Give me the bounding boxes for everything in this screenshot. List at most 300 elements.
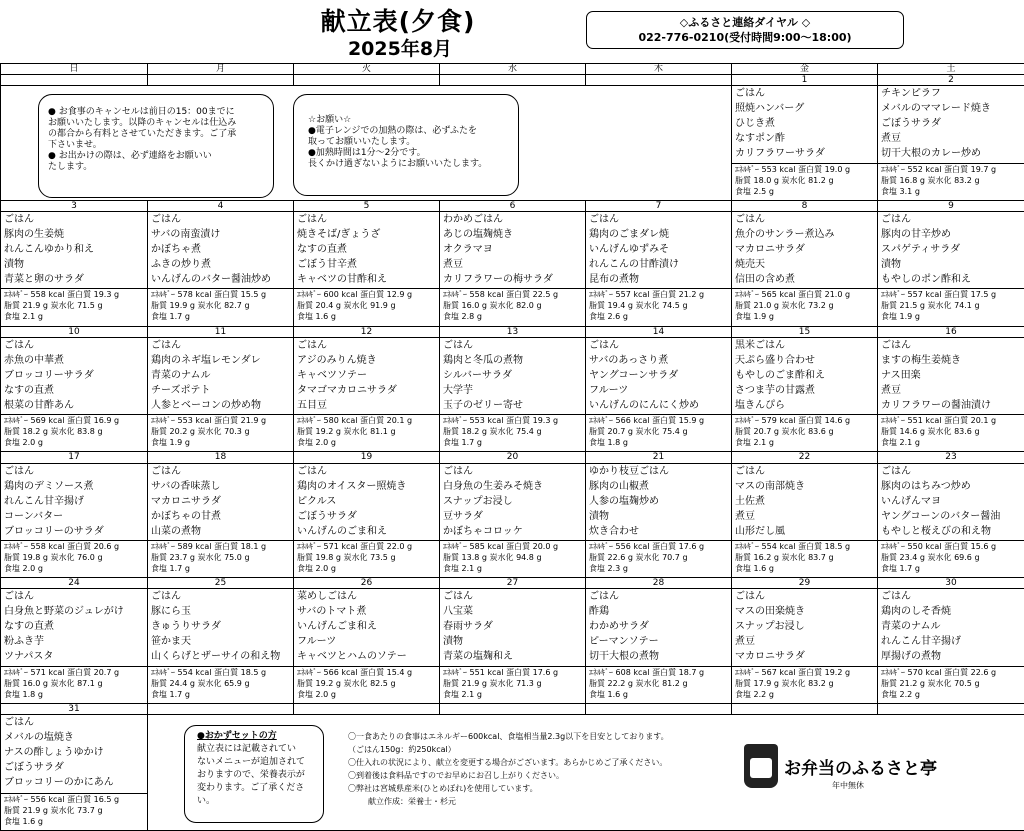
fat-label: 脂質 xyxy=(881,553,897,563)
nutrition-fat-line xyxy=(297,678,439,689)
dish-item: もやしのごま酢和え xyxy=(735,369,825,381)
day-number: 19 xyxy=(294,452,440,463)
dish-item: タマゴマカロニサラダ xyxy=(297,384,397,396)
energy-value: 579 xyxy=(761,416,777,426)
carb-value: 82.0 xyxy=(516,301,534,311)
logo-icon xyxy=(744,744,778,788)
dish-item: オクラマヨ xyxy=(443,243,493,255)
nutrition-cell xyxy=(148,666,294,703)
empty-day-cell xyxy=(1,75,148,86)
dish-item: キャベツソテー xyxy=(297,369,367,381)
g-unit: g xyxy=(773,678,779,688)
carb-label: 炭水化 xyxy=(927,678,952,688)
g-unit: g xyxy=(476,438,482,448)
protein-value: 19.7 xyxy=(970,164,989,174)
dish-item: ごはん xyxy=(4,213,34,225)
day-number: 18 xyxy=(148,452,294,463)
nutrition-energy-line xyxy=(881,541,1024,552)
nutrition-fat-line xyxy=(4,426,147,437)
contact-title: ◇ふるさと連絡ダイヤル ◇ xyxy=(679,16,811,29)
menu-cell xyxy=(732,463,878,541)
g-unit: g xyxy=(244,553,250,563)
g-unit: g xyxy=(335,678,341,688)
fat-value: 14.6 xyxy=(899,427,918,437)
protein-value: 14.6 xyxy=(824,416,843,426)
dish-item: ごはん xyxy=(4,465,34,477)
salt-value: 2.1 xyxy=(899,438,913,448)
g-unit: g xyxy=(914,689,920,699)
request-notice xyxy=(293,94,519,196)
nutrition-salt-line xyxy=(735,689,877,700)
kcal-unit: kcal xyxy=(195,667,212,677)
energy-value: 571 xyxy=(323,542,339,552)
menu-cell xyxy=(1,589,148,667)
kcal-unit: kcal xyxy=(48,794,65,804)
carb-label: 炭水化 xyxy=(489,301,514,311)
fat-value: 19.2 xyxy=(315,678,334,688)
energy-label: ｴﾈﾙｷﾞｰ xyxy=(4,542,28,552)
nutrition-fat-line xyxy=(443,300,585,311)
fat-value: 24.4 xyxy=(169,678,188,688)
nutrition-energy-line xyxy=(4,667,147,678)
fat-value: 20.7 xyxy=(753,427,772,437)
weekday-header: 土 xyxy=(878,64,1024,75)
nutrition-cell xyxy=(148,541,294,578)
g-unit: g xyxy=(184,689,190,699)
energy-label: ｴﾈﾙｷﾞｰ xyxy=(4,667,28,677)
nutrition-cell xyxy=(1,793,148,830)
nutrition-energy-line xyxy=(297,415,439,426)
energy-label: ｴﾈﾙｷﾞｰ xyxy=(443,416,467,426)
nutrition-cell xyxy=(440,666,586,703)
protein-label: 蛋白質 xyxy=(67,667,92,677)
energy-label: ｴﾈﾙｷﾞｰ xyxy=(151,667,175,677)
fat-value: 13.8 xyxy=(461,553,480,563)
fat-label: 脂質 xyxy=(4,553,20,563)
g-unit: g xyxy=(828,427,834,437)
dish-item: 漬物 xyxy=(443,636,463,648)
nutrition-energy-line xyxy=(443,541,585,552)
nutrition-salt-line xyxy=(735,437,877,448)
g-unit: g xyxy=(406,542,413,552)
dish-item: ごはん xyxy=(881,213,911,225)
weekday-header: 火 xyxy=(294,64,440,75)
g-unit: g xyxy=(184,438,190,448)
footnote-line: 〇弊社は宮城県産米(ひとめぼれ)を使用しています。 xyxy=(348,784,538,793)
energy-label: ｴﾈﾙｷﾞｰ xyxy=(151,542,175,552)
nutrition-fat-line xyxy=(881,678,1024,689)
nutrition-cell xyxy=(1,666,148,703)
dish-item: 煮豆 xyxy=(443,258,463,270)
menu-cell xyxy=(440,589,586,667)
nutrition-salt-line xyxy=(4,816,147,827)
energy-value: 566 xyxy=(615,416,631,426)
dish-item: 焼きそば/ぎょうざ xyxy=(297,228,381,240)
logo-brand: お弁当のふるさと亭 xyxy=(784,759,937,779)
salt-value: 1.7 xyxy=(461,438,475,448)
nutrition-salt-line xyxy=(443,437,585,448)
carb-label: 炭水化 xyxy=(635,553,660,563)
footnote-line: 献立作成：栄養士・杉元 xyxy=(368,797,456,806)
carb-label: 炭水化 xyxy=(50,427,75,437)
dish-item: 切干大根のカレー炒め xyxy=(881,148,981,160)
menu-cell xyxy=(878,589,1024,667)
g-unit: g xyxy=(974,301,980,311)
dish-item: いんげんごま和え xyxy=(297,621,377,633)
fat-label: 脂質 xyxy=(297,427,313,437)
fat-label: 脂質 xyxy=(881,175,897,185)
nutrition-fat-line xyxy=(4,300,147,311)
nutrition-salt-line xyxy=(4,563,147,574)
g-unit: g xyxy=(42,427,48,437)
day-number: 15 xyxy=(732,326,878,337)
dish-item: ふきの炒り煮 xyxy=(151,258,211,270)
dish-item: なすの直煮 xyxy=(4,384,54,396)
footnote-line: （ごはん150g：約250kcal） xyxy=(348,745,456,754)
salt-label: 食塩 xyxy=(297,689,313,699)
dish-item: ごはん xyxy=(589,213,619,225)
carb-value: 87.1 xyxy=(77,678,95,688)
g-unit: g xyxy=(622,689,628,699)
nutrition-energy-line xyxy=(881,415,1024,426)
fat-value: 19.2 xyxy=(315,427,334,437)
g-unit: g xyxy=(536,301,542,311)
menu-cell xyxy=(586,337,732,415)
nutrition-energy-line xyxy=(443,415,585,426)
dish-item: メバルの塩焼き xyxy=(4,732,74,744)
g-unit: g xyxy=(768,564,774,574)
carb-value: 71.5 xyxy=(77,301,95,311)
kcal-unit: kcal xyxy=(341,416,358,426)
protein-value: 15.6 xyxy=(970,542,989,552)
g-unit: g xyxy=(330,312,336,322)
day-number: 25 xyxy=(148,578,294,589)
dish-item: 青菜と卵のサラダ xyxy=(4,273,84,285)
nutrition-energy-line xyxy=(297,541,439,552)
dish-item: 鶏肉のネギ塩レモンダレ xyxy=(151,354,261,366)
g-unit: g xyxy=(974,175,980,185)
salt-value: 2.5 xyxy=(753,186,767,196)
energy-label: ｴﾈﾙｷﾞｰ xyxy=(589,290,613,300)
protein-value: 16.5 xyxy=(93,794,112,804)
carb-label: 炭水化 xyxy=(343,553,368,563)
nutrition-energy-line xyxy=(151,541,293,552)
dish-item: 天ぷら盛り合わせ xyxy=(735,354,815,366)
nutrition-energy-line xyxy=(881,289,1024,300)
g-unit: g xyxy=(330,564,336,574)
box1-line: ● お出かけの際は、必ず連絡をお願いい xyxy=(48,151,212,161)
box1-line: お願いいたします。以降のキャンセルは仕込み xyxy=(48,118,237,128)
salt-label: 食塩 xyxy=(297,438,313,448)
g-unit: g xyxy=(536,678,542,688)
nutrition-cell xyxy=(294,541,440,578)
g-unit: g xyxy=(990,416,997,426)
protein-label: 蛋白質 xyxy=(798,290,823,300)
nutrition-fat-line xyxy=(4,552,147,563)
dish-item: スナップお浸し xyxy=(443,495,513,507)
nutrition-salt-line xyxy=(151,311,293,322)
dish-item: カリフラワーサラダ xyxy=(735,148,825,160)
dish-item: キャベツの甘酢和え xyxy=(297,273,387,285)
protein-label: 蛋白質 xyxy=(67,794,92,804)
menu-cell xyxy=(878,463,1024,541)
dish-item: いんげんのバター醤油炒め xyxy=(151,273,271,285)
box3-line: おりますので、栄養表示が xyxy=(197,770,305,780)
energy-label: ｴﾈﾙｷﾞｰ xyxy=(4,794,28,804)
energy-label: ｴﾈﾙｷﾞｰ xyxy=(589,667,613,677)
dish-item: サバの香味蒸し xyxy=(151,480,221,492)
energy-value: 558 xyxy=(30,290,46,300)
g-unit: g xyxy=(37,312,43,322)
g-unit: g xyxy=(698,290,705,300)
menu-cell xyxy=(586,211,732,289)
g-unit: g xyxy=(97,805,103,815)
nutrition-salt-line xyxy=(151,437,293,448)
dish-item: 豚肉の生姜焼 xyxy=(4,228,64,240)
g-unit: g xyxy=(260,416,267,426)
carb-value: 83.2 xyxy=(954,175,972,185)
carb-label: 炭水化 xyxy=(197,427,222,437)
protein-value: 16.9 xyxy=(93,416,112,426)
protein-value: 19.0 xyxy=(824,164,843,174)
protein-value: 20.7 xyxy=(93,667,112,677)
energy-value: 600 xyxy=(323,290,339,300)
dish-item: なすポン酢 xyxy=(735,133,785,145)
protein-value: 19.2 xyxy=(824,667,843,677)
g-unit: g xyxy=(189,678,195,688)
nutrition-cell xyxy=(732,666,878,703)
carb-label: 炭水化 xyxy=(927,553,952,563)
nutrition-energy-line xyxy=(589,541,731,552)
carb-label: 炭水化 xyxy=(927,175,952,185)
energy-value: 558 xyxy=(469,290,485,300)
dish-item: 青菜の塩麹和え xyxy=(443,651,513,663)
dish-item: ゆかり枝豆ごはん xyxy=(589,465,669,477)
dish-item: 煮豆 xyxy=(735,510,755,522)
energy-label: ｴﾈﾙｷﾞｰ xyxy=(297,542,321,552)
dish-item: 炊き合わせ xyxy=(589,525,639,537)
nutrition-energy-line xyxy=(4,415,147,426)
g-unit: g xyxy=(914,564,920,574)
dish-item: 鶏肉と冬瓜の煮物 xyxy=(443,354,523,366)
nutrition-energy-line xyxy=(4,289,147,300)
dish-item: ごぼうサラダ xyxy=(297,510,357,522)
day-number: 17 xyxy=(1,452,148,463)
dish-item: ごはん xyxy=(4,591,34,603)
carb-label: 炭水化 xyxy=(343,301,368,311)
g-unit: g xyxy=(773,175,779,185)
g-unit: g xyxy=(330,689,336,699)
g-unit: g xyxy=(335,553,341,563)
g-unit: g xyxy=(481,427,487,437)
nutrition-cell xyxy=(732,415,878,452)
fat-label: 脂質 xyxy=(735,553,751,563)
day-number: 4 xyxy=(148,200,294,211)
dish-item: ごはん xyxy=(589,591,619,603)
dish-item: 漬物 xyxy=(881,258,901,270)
dish-item: 酢鶏 xyxy=(589,606,609,618)
box2-line: 長くかけ過ぎないようにお願いいたします。 xyxy=(308,159,488,169)
dish-item: サバの南蛮漬け xyxy=(151,228,221,240)
nutrition-cell xyxy=(148,415,294,452)
dish-item: いんげんゆずみそ xyxy=(589,243,669,255)
salt-label: 食塩 xyxy=(151,689,167,699)
fat-label: 脂質 xyxy=(4,805,20,815)
g-unit: g xyxy=(698,542,705,552)
salt-value: 1.7 xyxy=(169,312,183,322)
g-unit: g xyxy=(189,301,195,311)
g-unit: g xyxy=(552,667,559,677)
nutrition-fat-line xyxy=(735,426,877,437)
kcal-unit: kcal xyxy=(779,667,796,677)
nutrition-cell xyxy=(1,541,148,578)
nutrition-fat-line xyxy=(589,552,731,563)
energy-label: ｴﾈﾙｷﾞｰ xyxy=(735,164,759,174)
g-unit: g xyxy=(844,164,851,174)
dish-item: なすの直煮 xyxy=(297,243,347,255)
dish-item: ごはん xyxy=(151,591,181,603)
carb-value: 70.7 xyxy=(662,553,680,563)
g-unit: g xyxy=(42,553,48,563)
salt-label: 食塩 xyxy=(881,564,897,574)
dish-item: 焼売天 xyxy=(735,258,765,270)
g-unit: g xyxy=(919,175,925,185)
dish-item: シルバーサラダ xyxy=(443,369,512,381)
day-number: 31 xyxy=(1,704,148,715)
dish-item: マカロニサラダ xyxy=(735,243,805,255)
carb-label: 炭水化 xyxy=(781,427,806,437)
g-unit: g xyxy=(97,427,103,437)
protein-value: 19.3 xyxy=(93,290,112,300)
weekday-header: 月 xyxy=(148,64,294,75)
g-unit: g xyxy=(773,553,779,563)
dish-item: ナスの酢しょうゆかけ xyxy=(4,747,104,759)
dish-item: 漬物 xyxy=(589,510,609,522)
protein-value: 22.5 xyxy=(532,290,551,300)
carb-value: 65.9 xyxy=(224,678,242,688)
kcal-unit: kcal xyxy=(925,416,942,426)
protein-value: 18.7 xyxy=(678,667,697,677)
day-number: 21 xyxy=(586,452,732,463)
nutrition-fat-line xyxy=(151,300,293,311)
dish-item: 人参とベーコンの炒め物 xyxy=(151,399,261,411)
nutrition-salt-line xyxy=(881,437,1024,448)
kcal-unit: kcal xyxy=(487,290,504,300)
dish-item: もやしと桜えびの和え物 xyxy=(881,525,991,537)
fat-value: 16.2 xyxy=(753,553,772,563)
g-unit: g xyxy=(390,553,396,563)
energy-value: 608 xyxy=(615,667,631,677)
fat-label: 脂質 xyxy=(151,678,167,688)
g-unit: g xyxy=(97,553,103,563)
g-unit: g xyxy=(627,553,633,563)
energy-value: 571 xyxy=(30,667,46,677)
energy-label: ｴﾈﾙｷﾞｰ xyxy=(151,290,175,300)
energy-label: ｴﾈﾙｷﾞｰ xyxy=(297,290,321,300)
g-unit: g xyxy=(536,553,542,563)
g-unit: g xyxy=(914,312,920,322)
protein-value: 18.5 xyxy=(824,542,843,552)
dish-item: 土佐煮 xyxy=(735,495,765,507)
dish-item: ごはん xyxy=(589,339,619,351)
protein-label: 蛋白質 xyxy=(506,542,531,552)
salt-value: 2.3 xyxy=(607,564,621,574)
protein-label: 蛋白質 xyxy=(360,542,385,552)
box3-line: ないメニューが追加されて xyxy=(197,757,306,767)
nutrition-fat-line xyxy=(735,300,877,311)
nutrition-cell xyxy=(732,163,878,200)
protein-label: 蛋白質 xyxy=(214,542,239,552)
salt-value: 1.6 xyxy=(753,564,767,574)
dish-item: 昆布の煮物 xyxy=(589,273,639,285)
nutrition-energy-line xyxy=(589,289,731,300)
energy-label: ｴﾈﾙｷﾞｰ xyxy=(735,416,759,426)
dish-item: ピーマンソテー xyxy=(589,636,659,648)
energy-value: 551 xyxy=(907,416,923,426)
energy-label: ｴﾈﾙｷﾞｰ xyxy=(151,416,175,426)
protein-label: 蛋白質 xyxy=(652,667,677,677)
carb-label: 炭水化 xyxy=(50,301,75,311)
nutrition-salt-line xyxy=(443,689,585,700)
fat-value: 19.8 xyxy=(22,553,41,563)
energy-label: ｴﾈﾙｷﾞｰ xyxy=(881,164,905,174)
carb-value: 94.8 xyxy=(516,553,534,563)
kcal-unit: kcal xyxy=(195,542,212,552)
day-number: 8 xyxy=(732,200,878,211)
energy-label: ｴﾈﾙｷﾞｰ xyxy=(443,290,467,300)
dish-item: ピクルス xyxy=(297,495,337,507)
nutrition-salt-line xyxy=(589,311,731,322)
menu-cell xyxy=(878,337,1024,415)
dish-item: れんこんゆかり和え xyxy=(4,243,94,255)
dish-item: れんこん甘辛揚げ xyxy=(881,636,961,648)
fat-value: 22.6 xyxy=(607,553,626,563)
fat-value: 21.9 xyxy=(22,301,41,311)
fat-value: 18.2 xyxy=(22,427,41,437)
box1-line: の都合から有料とさせていただきます。ご了承 xyxy=(48,129,237,139)
salt-label: 食塩 xyxy=(881,438,897,448)
g-unit: g xyxy=(622,438,628,448)
salt-label: 食塩 xyxy=(589,438,605,448)
carb-label: 炭水化 xyxy=(50,805,75,815)
box3-line: い。 xyxy=(197,796,216,806)
carb-value: 83.6 xyxy=(808,427,826,437)
nutrition-salt-line xyxy=(881,563,1024,574)
weekday-header: 水 xyxy=(440,64,586,75)
carb-label: 炭水化 xyxy=(635,678,660,688)
g-unit: g xyxy=(335,301,341,311)
energy-value: 553 xyxy=(761,164,777,174)
g-unit: g xyxy=(481,678,487,688)
g-unit: g xyxy=(481,301,487,311)
dish-item: ごはん xyxy=(151,213,181,225)
carb-value: 82.5 xyxy=(370,678,388,688)
energy-value: 553 xyxy=(177,416,193,426)
carb-value: 70.5 xyxy=(954,678,972,688)
dish-item: もやしのポン酢和え xyxy=(881,273,971,285)
dish-item: ごはん xyxy=(881,591,911,603)
day-number: 14 xyxy=(586,326,732,337)
nutrition-fat-line xyxy=(881,175,1024,186)
dish-item: わかめごはん xyxy=(443,213,503,225)
fat-value: 16.0 xyxy=(461,301,480,311)
g-unit: g xyxy=(919,301,925,311)
salt-label: 食塩 xyxy=(297,312,313,322)
g-unit: g xyxy=(184,312,190,322)
fat-value: 23.7 xyxy=(169,553,188,563)
salt-label: 食塩 xyxy=(735,312,751,322)
carb-value: 81.1 xyxy=(370,427,388,437)
